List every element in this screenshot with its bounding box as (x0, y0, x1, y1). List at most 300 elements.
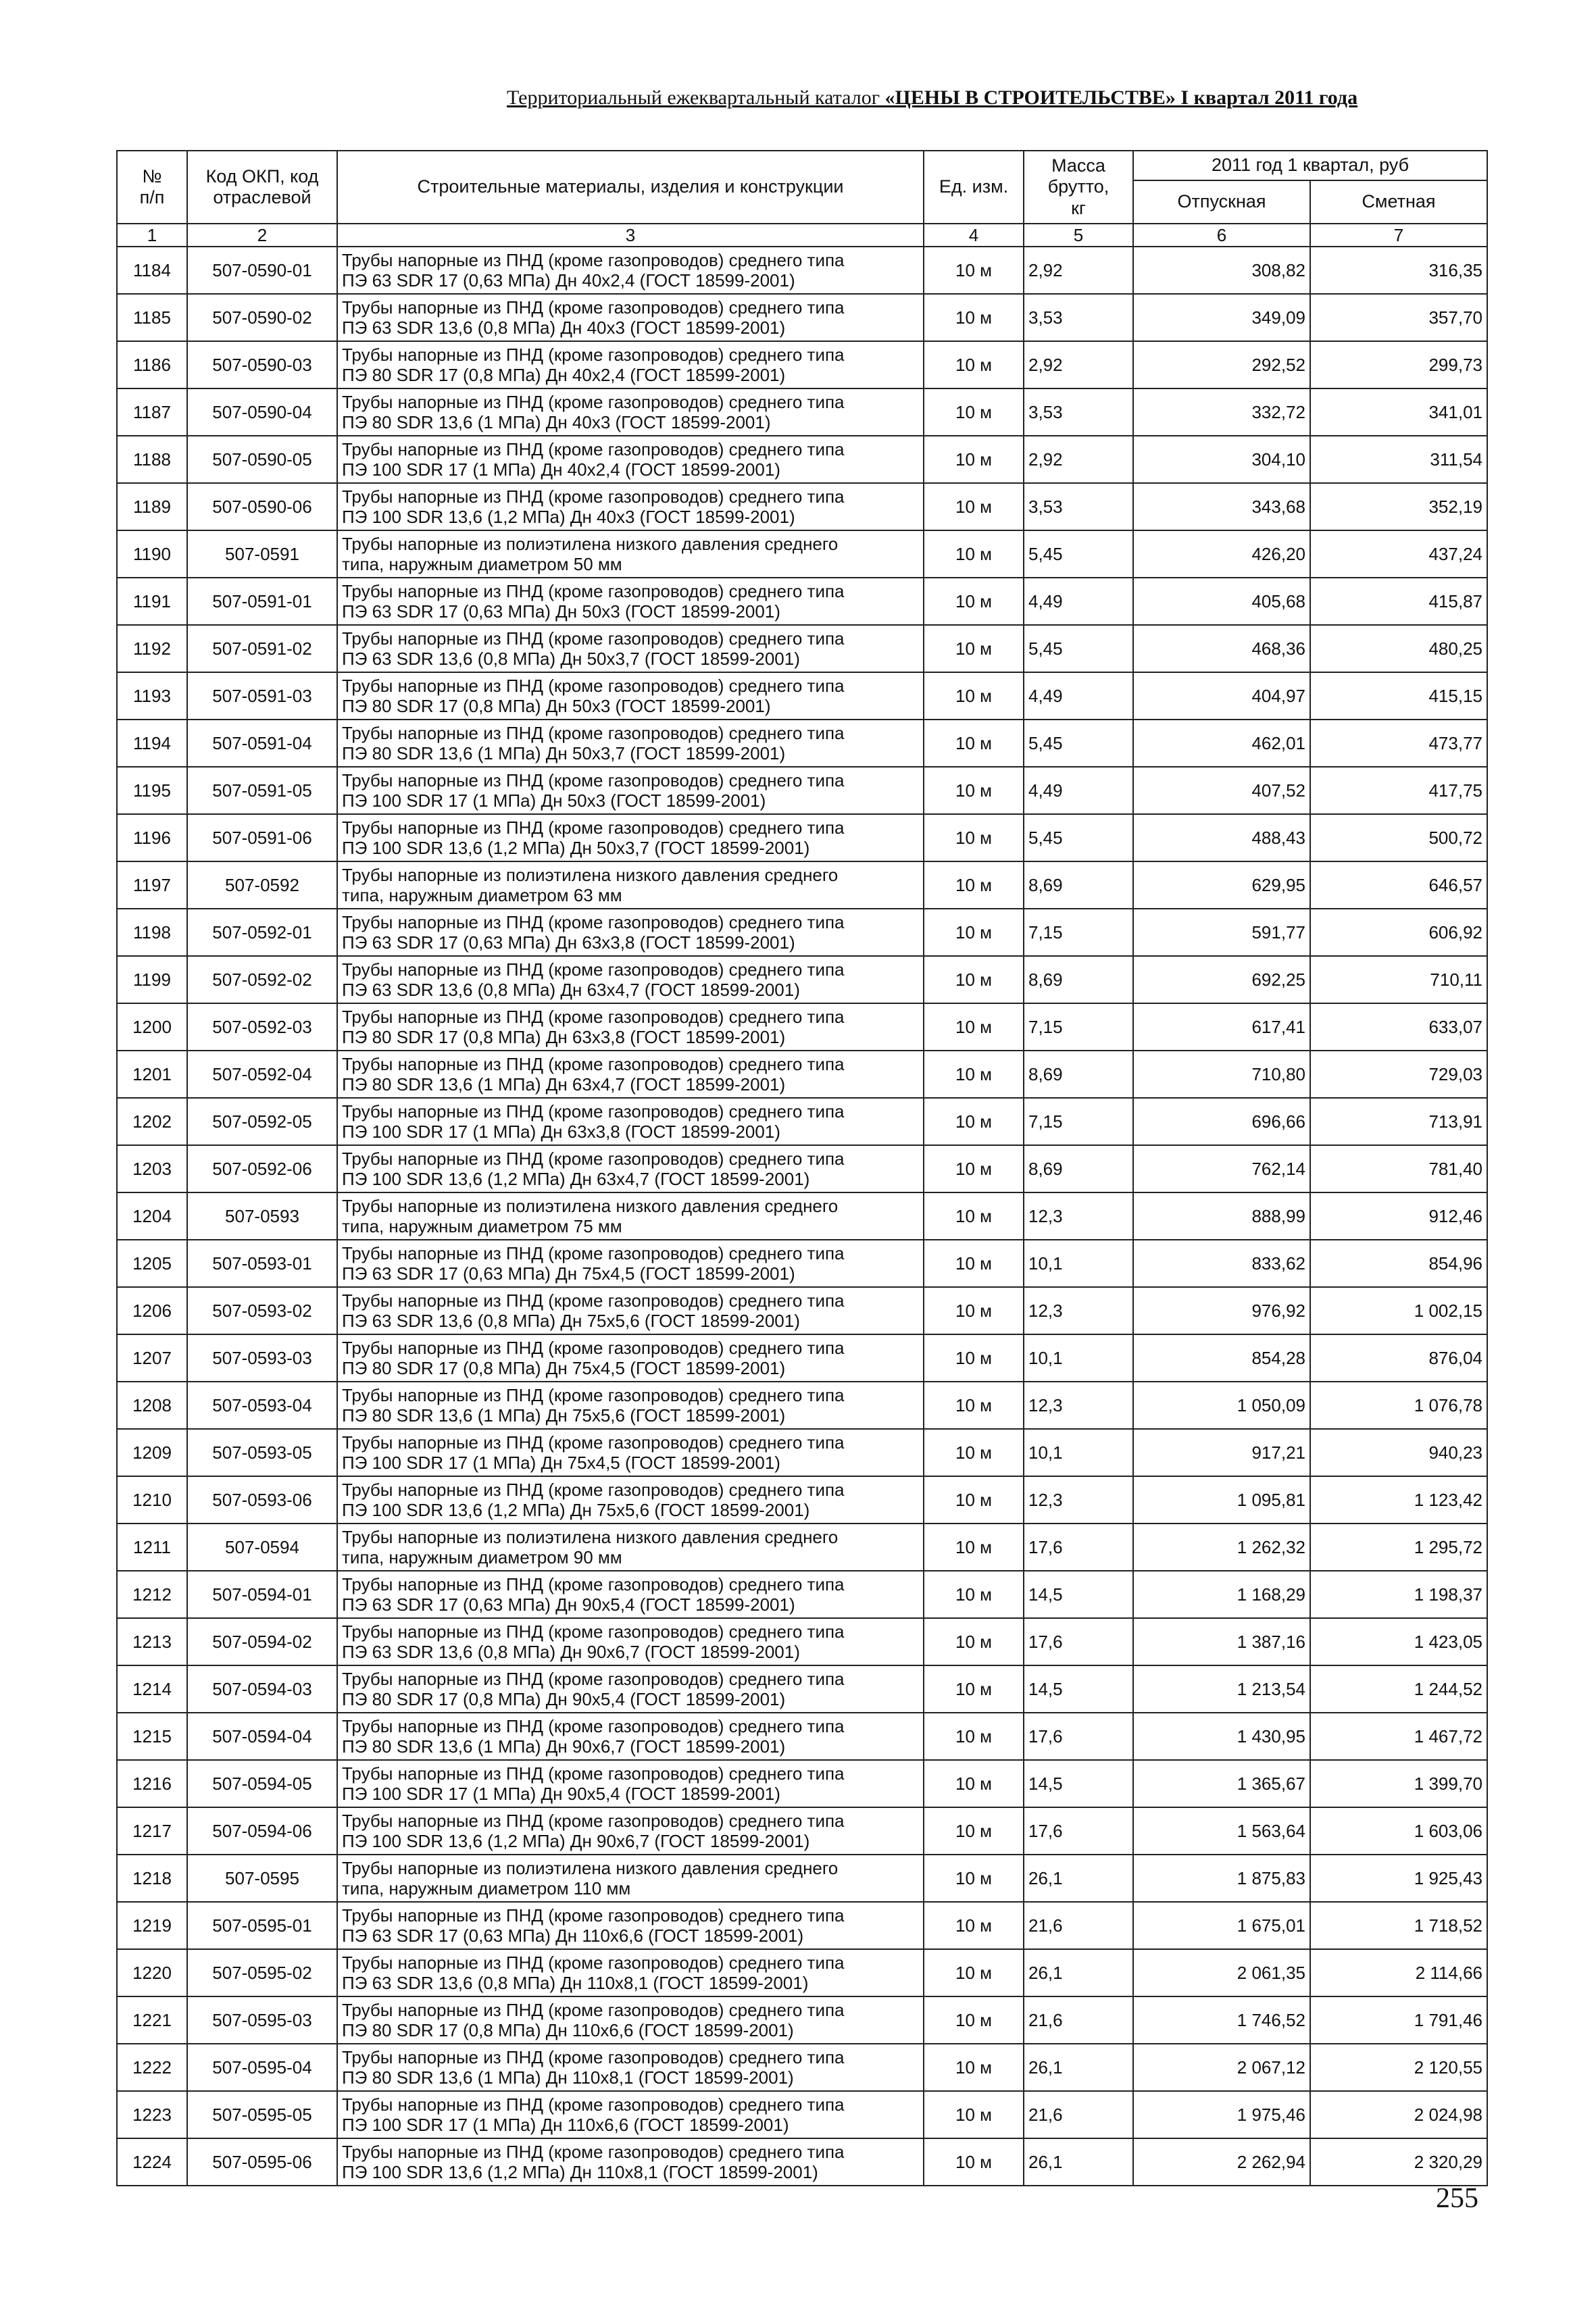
unit-of-measure: 10 м (924, 388, 1024, 436)
product-code: 507-0591 (187, 530, 337, 578)
price-estimate: 1 002,15 (1310, 1287, 1487, 1334)
product-code: 507-0595-01 (187, 1902, 337, 1949)
product-code: 507-0593 (187, 1192, 337, 1240)
product-code: 507-0594-04 (187, 1713, 337, 1760)
gross-mass: 5,45 (1024, 625, 1133, 672)
description-line: ПЭ 100 SDR 13,6 (1,2 МПа) Дн 50x3,7 (ГОСТ 18599-2001) (342, 838, 810, 858)
description-line: Трубы напорные из ПНД (кроме газопроводов) среднего типа (342, 439, 845, 459)
header-description: Строительные материалы, изделия и конструкции (337, 151, 924, 224)
table-row (117, 247, 1487, 294)
description-line: ПЭ 63 SDR 13,6 (0,8 МПа) Дн 40x3 (ГОСТ 18599-2001) (342, 318, 786, 338)
row-number: 1207 (117, 1334, 187, 1382)
description-line: ПЭ 100 SDR 17 (1 МПа) Дн 50x3 (ГОСТ 18599-2001) (342, 790, 766, 811)
row-number: 1196 (117, 814, 187, 861)
product-description (337, 1760, 924, 1807)
page-header (507, 86, 1480, 109)
description-line: Трубы напорные из ПНД (кроме газопроводов) среднего типа (342, 723, 845, 743)
unit-of-measure: 10 м (924, 2138, 1024, 2186)
product-code: 507-0592-02 (187, 956, 337, 1003)
description-line: типа, наружным диаметром 90 мм (342, 1547, 622, 1567)
unit-of-measure: 10 м (924, 1476, 1024, 1524)
price-estimate: 2 114,66 (1310, 1949, 1487, 1996)
description-line: ПЭ 100 SDR 13,6 (1,2 МПа) Дн 75x5,6 (ГОСТ 18599-2001) (342, 1500, 810, 1520)
unit-of-measure: 10 м (924, 1855, 1024, 1902)
unit-of-measure: 10 м (924, 1665, 1024, 1713)
description-line: ПЭ 100 SDR 17 (1 МПа) Дн 40x2,4 (ГОСТ 18599-2001) (342, 459, 780, 480)
row-number: 1191 (117, 578, 187, 625)
product-code: 507-0591-05 (187, 767, 337, 814)
product-description (337, 578, 924, 625)
description-line: ПЭ 80 SDR 17 (0,8 МПа) Дн 50x3 (ГОСТ 18599-2001) (342, 696, 771, 716)
product-description (337, 1996, 924, 2044)
gross-mass: 12,3 (1024, 1287, 1133, 1334)
product-code: 507-0594-02 (187, 1618, 337, 1665)
price-estimate: 1 295,72 (1310, 1524, 1487, 1571)
table-row (117, 2044, 1487, 2091)
column-number: 5 (1024, 224, 1133, 247)
row-number: 1216 (117, 1760, 187, 1807)
price-estimate: 1 123,42 (1310, 1476, 1487, 1524)
description-line: ПЭ 80 SDR 13,6 (1 МПа) Дн 110x8,1 (ГОСТ 18599-2001) (342, 2067, 794, 2088)
gross-mass: 12,3 (1024, 1192, 1133, 1240)
product-code: 507-0595-03 (187, 1996, 337, 2044)
price-estimate: 940,23 (1310, 1429, 1487, 1476)
gross-mass: 17,6 (1024, 1618, 1133, 1665)
table-row (117, 720, 1487, 767)
description-line: Трубы напорные из ПНД (кроме газопроводов) среднего типа (342, 1716, 845, 1736)
product-code: 507-0595 (187, 1855, 337, 1902)
table-row (117, 1051, 1487, 1098)
column-number: 7 (1310, 224, 1487, 247)
description-line: ПЭ 80 SDR 13,6 (1 МПа) Дн 40x3 (ГОСТ 18599-2001) (342, 412, 771, 432)
product-description (337, 909, 924, 956)
price-release: 404,97 (1133, 672, 1310, 720)
table-row (117, 1807, 1487, 1855)
price-estimate: 415,15 (1310, 672, 1487, 720)
description-line: Трубы напорные из полиэтилена низкого давления среднего (342, 865, 839, 885)
price-release: 762,14 (1133, 1145, 1310, 1192)
row-number: 1223 (117, 2091, 187, 2138)
price-release: 591,77 (1133, 909, 1310, 956)
header-period: 2011 год 1 квартал, руб (1133, 151, 1487, 180)
price-estimate: 299,73 (1310, 341, 1487, 388)
description-line: ПЭ 100 SDR 17 (1 МПа) Дн 90x5,4 (ГОСТ 18599-2001) (342, 1784, 780, 1804)
gross-mass: 14,5 (1024, 1665, 1133, 1713)
unit-of-measure: 10 м (924, 814, 1024, 861)
table-row (117, 1240, 1487, 1287)
price-estimate: 1 603,06 (1310, 1807, 1487, 1855)
product-description (337, 388, 924, 436)
product-description (337, 1192, 924, 1240)
price-estimate: 316,35 (1310, 247, 1487, 294)
table-row (117, 1382, 1487, 1429)
unit-of-measure: 10 м (924, 1760, 1024, 1807)
table-row (117, 625, 1487, 672)
description-line: Трубы напорные из ПНД (кроме газопроводов) среднего типа (342, 1480, 845, 1500)
price-estimate: 311,54 (1310, 436, 1487, 483)
description-line: ПЭ 80 SDR 13,6 (1 МПа) Дн 63x4,7 (ГОСТ 18599-2001) (342, 1074, 786, 1095)
description-line: Трубы напорные из ПНД (кроме газопроводов) среднего типа (342, 912, 845, 932)
gross-mass: 14,5 (1024, 1760, 1133, 1807)
unit-of-measure: 10 м (924, 1382, 1024, 1429)
gross-mass: 21,6 (1024, 1902, 1133, 1949)
column-number: 1 (117, 224, 187, 247)
description-line: типа, наружным диаметром 50 мм (342, 554, 622, 574)
gross-mass: 10,1 (1024, 1334, 1133, 1382)
description-line: ПЭ 80 SDR 17 (0,8 МПа) Дн 40x2,4 (ГОСТ 18599-2001) (342, 365, 786, 385)
description-line: ПЭ 63 SDR 17 (0,63 МПа) Дн 75x4,5 (ГОСТ 18599-2001) (342, 1263, 795, 1284)
unit-of-measure: 10 м (924, 247, 1024, 294)
price-estimate: 710,11 (1310, 956, 1487, 1003)
header-price-release: Отпускная (1133, 180, 1310, 224)
table-row (117, 1665, 1487, 1713)
unit-of-measure: 10 м (924, 1524, 1024, 1571)
gross-mass: 3,53 (1024, 388, 1133, 436)
gross-mass: 2,92 (1024, 341, 1133, 388)
table-row (117, 1855, 1487, 1902)
product-code: 507-0594 (187, 1524, 337, 1571)
description-line: Трубы напорные из ПНД (кроме газопроводов) среднего типа (342, 1953, 845, 1973)
price-release: 1 050,09 (1133, 1382, 1310, 1429)
price-estimate: 854,96 (1310, 1240, 1487, 1287)
row-number: 1199 (117, 956, 187, 1003)
product-description (337, 1476, 924, 1524)
gross-mass: 8,69 (1024, 1051, 1133, 1098)
table-row (117, 1429, 1487, 1476)
description-line: ПЭ 80 SDR 17 (0,8 МПа) Дн 110x6,6 (ГОСТ 18599-2001) (342, 2020, 794, 2040)
product-code: 507-0593-02 (187, 1287, 337, 1334)
price-estimate: 729,03 (1310, 1051, 1487, 1098)
product-code: 507-0593-03 (187, 1334, 337, 1382)
price-estimate: 2 120,55 (1310, 2044, 1487, 2091)
gross-mass: 2,92 (1024, 247, 1133, 294)
description-line: ПЭ 63 SDR 13,6 (0,8 МПа) Дн 50x3,7 (ГОСТ 18599-2001) (342, 649, 800, 669)
description-line: Трубы напорные из ПНД (кроме газопроводов) среднего типа (342, 1432, 845, 1453)
product-description (337, 1429, 924, 1476)
product-code: 507-0592-05 (187, 1098, 337, 1145)
price-release: 917,21 (1133, 1429, 1310, 1476)
description-line: ПЭ 80 SDR 13,6 (1 МПа) Дн 90x6,7 (ГОСТ 18599-2001) (342, 1736, 786, 1757)
product-code: 507-0594-01 (187, 1571, 337, 1618)
table-row (117, 530, 1487, 578)
description-line: ПЭ 63 SDR 17 (0,63 МПа) Дн 50x3 (ГОСТ 18599-2001) (342, 601, 780, 622)
gross-mass: 4,49 (1024, 767, 1133, 814)
product-code: 507-0592-04 (187, 1051, 337, 1098)
table-row (117, 1003, 1487, 1051)
table-row (117, 767, 1487, 814)
price-release: 426,20 (1133, 530, 1310, 578)
row-number: 1218 (117, 1855, 187, 1902)
description-line: ПЭ 100 SDR 13,6 (1,2 МПа) Дн 90x6,7 (ГОСТ 18599-2001) (342, 1831, 810, 1851)
product-description (337, 672, 924, 720)
price-release: 629,95 (1133, 861, 1310, 909)
row-number: 1217 (117, 1807, 187, 1855)
table-row (117, 1334, 1487, 1382)
price-release: 1 875,83 (1133, 1855, 1310, 1902)
description-line: Трубы напорные из ПНД (кроме газопроводов) среднего типа (342, 2094, 845, 2115)
product-description (337, 1240, 924, 1287)
description-line: Трубы напорные из ПНД (кроме газопроводов) среднего типа (342, 818, 845, 838)
unit-of-measure: 10 м (924, 767, 1024, 814)
description-line: Трубы напорные из ПНД (кроме газопроводов) среднего типа (342, 250, 845, 270)
description-line: Трубы напорные из ПНД (кроме газопроводов) среднего типа (342, 345, 845, 365)
product-code: 507-0594-05 (187, 1760, 337, 1807)
product-code: 507-0593-06 (187, 1476, 337, 1524)
price-release: 1 387,16 (1133, 1618, 1310, 1665)
unit-of-measure: 10 м (924, 1192, 1024, 1240)
table-header (117, 151, 1487, 247)
description-line: ПЭ 80 SDR 17 (0,8 МПа) Дн 63x3,8 (ГОСТ 18599-2001) (342, 1027, 786, 1047)
description-line: Трубы напорные из полиэтилена низкого давления среднего (342, 534, 839, 554)
price-estimate: 646,57 (1310, 861, 1487, 909)
description-line: Трубы напорные из ПНД (кроме газопроводов) среднего типа (342, 1385, 845, 1405)
price-estimate: 357,70 (1310, 294, 1487, 341)
product-description (337, 1003, 924, 1051)
header-row-number: № п/п (117, 151, 187, 224)
price-release: 1 975,46 (1133, 2091, 1310, 2138)
gross-mass: 12,3 (1024, 1476, 1133, 1524)
unit-of-measure: 10 м (924, 436, 1024, 483)
product-code: 507-0591-03 (187, 672, 337, 720)
description-line: Трубы напорные из ПНД (кроме газопроводов) среднего типа (342, 1007, 845, 1027)
description-line: Трубы напорные из ПНД (кроме газопроводов) среднего типа (342, 1574, 845, 1594)
product-code: 507-0591-02 (187, 625, 337, 672)
unit-of-measure: 10 м (924, 1003, 1024, 1051)
gross-mass: 5,45 (1024, 530, 1133, 578)
price-release: 2 067,12 (1133, 2044, 1310, 2091)
product-description (337, 814, 924, 861)
price-release: 1 430,95 (1133, 1713, 1310, 1760)
product-code: 507-0592 (187, 861, 337, 909)
product-code: 507-0595-05 (187, 2091, 337, 2138)
table-row (117, 2138, 1487, 2186)
row-number: 1212 (117, 1571, 187, 1618)
product-description (337, 1665, 924, 1713)
product-description (337, 1902, 924, 1949)
price-release: 2 061,35 (1133, 1949, 1310, 1996)
description-line: Трубы напорные из ПНД (кроме газопроводов) среднего типа (342, 1621, 845, 1642)
product-description (337, 247, 924, 294)
description-line: ПЭ 80 SDR 13,6 (1 МПа) Дн 50x3,7 (ГОСТ 18599-2001) (342, 743, 786, 763)
description-line: Трубы напорные из полиэтилена низкого давления среднего (342, 1196, 839, 1216)
table-row (117, 1996, 1487, 2044)
product-description (337, 1098, 924, 1145)
column-number: 3 (337, 224, 924, 247)
price-release: 888,99 (1133, 1192, 1310, 1240)
row-number: 1224 (117, 2138, 187, 2186)
description-line: ПЭ 100 SDR 17 (1 МПа) Дн 63x3,8 (ГОСТ 18599-2001) (342, 1122, 780, 1142)
price-release: 1 675,01 (1133, 1902, 1310, 1949)
row-number: 1220 (117, 1949, 187, 1996)
gross-mass: 8,69 (1024, 861, 1133, 909)
description-line: ПЭ 100 SDR 13,6 (1,2 МПа) Дн 110x8,1 (ГОСТ 18599-2001) (342, 2162, 818, 2182)
product-code: 507-0594-06 (187, 1807, 337, 1855)
unit-of-measure: 10 м (924, 1902, 1024, 1949)
unit-of-measure: 10 м (924, 672, 1024, 720)
description-line: Трубы напорные из ПНД (кроме газопроводов) среднего типа (342, 1669, 845, 1689)
product-description (337, 1051, 924, 1098)
unit-of-measure: 10 м (924, 956, 1024, 1003)
gross-mass: 12,3 (1024, 1382, 1133, 1429)
description-line: Трубы напорные из ПНД (кроме газопроводов) среднего типа (342, 1905, 845, 1926)
row-number: 1202 (117, 1098, 187, 1145)
product-code: 507-0591-04 (187, 720, 337, 767)
product-description (337, 767, 924, 814)
description-line: ПЭ 100 SDR 13,6 (1,2 МПа) Дн 40x3 (ГОСТ 18599-2001) (342, 507, 795, 527)
price-estimate: 1 423,05 (1310, 1618, 1487, 1665)
description-line: ПЭ 63 SDR 13,6 (0,8 МПа) Дн 63x4,7 (ГОСТ 18599-2001) (342, 980, 800, 1000)
unit-of-measure: 10 м (924, 1051, 1024, 1098)
header-mass: Масса брутто, кг (1024, 151, 1133, 224)
table-row (117, 1713, 1487, 1760)
product-code: 507-0592-01 (187, 909, 337, 956)
product-code: 507-0590-04 (187, 388, 337, 436)
price-release: 407,52 (1133, 767, 1310, 814)
product-description (337, 2138, 924, 2186)
product-code: 507-0594-03 (187, 1665, 337, 1713)
price-table (116, 150, 1488, 2186)
product-description (337, 1807, 924, 1855)
row-number: 1194 (117, 720, 187, 767)
description-line: ПЭ 63 SDR 17 (0,63 МПа) Дн 110x6,6 (ГОСТ 18599-2001) (342, 1926, 804, 1946)
gross-mass: 3,53 (1024, 294, 1133, 341)
product-description (337, 1334, 924, 1382)
product-code: 507-0593-01 (187, 1240, 337, 1287)
row-number: 1204 (117, 1192, 187, 1240)
description-line: Трубы напорные из ПНД (кроме газопроводов) среднего типа (342, 1290, 845, 1311)
price-estimate: 437,24 (1310, 530, 1487, 578)
table-row (117, 1145, 1487, 1192)
table-row (117, 1571, 1487, 1618)
unit-of-measure: 10 м (924, 2044, 1024, 2091)
gross-mass: 7,15 (1024, 909, 1133, 956)
gross-mass: 14,5 (1024, 1571, 1133, 1618)
gross-mass: 21,6 (1024, 1996, 1133, 2044)
row-number: 1206 (117, 1287, 187, 1334)
gross-mass: 10,1 (1024, 1429, 1133, 1476)
description-line: ПЭ 100 SDR 13,6 (1,2 МПа) Дн 63x4,7 (ГОСТ 18599-2001) (342, 1169, 810, 1189)
column-number: 4 (924, 224, 1024, 247)
price-estimate: 1 399,70 (1310, 1760, 1487, 1807)
price-estimate: 1 718,52 (1310, 1902, 1487, 1949)
row-number: 1210 (117, 1476, 187, 1524)
table-row (117, 436, 1487, 483)
description-line: Трубы напорные из ПНД (кроме газопроводов) среднего типа (342, 297, 845, 318)
product-description (337, 2044, 924, 2091)
row-number: 1192 (117, 625, 187, 672)
unit-of-measure: 10 м (924, 1949, 1024, 1996)
gross-mass: 7,15 (1024, 1098, 1133, 1145)
row-number: 1184 (117, 247, 187, 294)
product-code: 507-0590-01 (187, 247, 337, 294)
description-line: ПЭ 80 SDR 17 (0,8 МПа) Дн 90x5,4 (ГОСТ 18599-2001) (342, 1689, 786, 1709)
table-row (117, 2091, 1487, 2138)
unit-of-measure: 10 м (924, 341, 1024, 388)
price-estimate: 1 467,72 (1310, 1713, 1487, 1760)
product-code: 507-0590-05 (187, 436, 337, 483)
table-row (117, 1524, 1487, 1571)
description-line: ПЭ 80 SDR 17 (0,8 МПа) Дн 75x4,5 (ГОСТ 18599-2001) (342, 1358, 786, 1378)
table-row (117, 1287, 1487, 1334)
unit-of-measure: 10 м (924, 1571, 1024, 1618)
product-code: 507-0590-02 (187, 294, 337, 341)
unit-of-measure: 10 м (924, 909, 1024, 956)
description-line: Трубы напорные из ПНД (кроме газопроводов) среднего типа (342, 1054, 845, 1074)
price-estimate: 1 244,52 (1310, 1665, 1487, 1713)
product-code: 507-0595-02 (187, 1949, 337, 1996)
price-release: 468,36 (1133, 625, 1310, 672)
row-number: 1190 (117, 530, 187, 578)
unit-of-measure: 10 м (924, 1098, 1024, 1145)
price-release: 1 365,67 (1133, 1760, 1310, 1807)
product-description (337, 530, 924, 578)
price-estimate: 912,46 (1310, 1192, 1487, 1240)
price-release: 1 563,64 (1133, 1807, 1310, 1855)
price-estimate: 480,25 (1310, 625, 1487, 672)
table-row (117, 814, 1487, 861)
price-estimate: 1 198,37 (1310, 1571, 1487, 1618)
row-number: 1201 (117, 1051, 187, 1098)
row-number: 1222 (117, 2044, 187, 2091)
price-release: 692,25 (1133, 956, 1310, 1003)
price-estimate: 415,87 (1310, 578, 1487, 625)
description-line: ПЭ 80 SDR 13,6 (1 МПа) Дн 75x5,6 (ГОСТ 18599-2001) (342, 1405, 786, 1426)
product-description (337, 1145, 924, 1192)
price-estimate: 606,92 (1310, 909, 1487, 956)
table-row (117, 861, 1487, 909)
table-row (117, 1949, 1487, 1996)
price-estimate: 1 791,46 (1310, 1996, 1487, 2044)
description-line: Трубы напорные из ПНД (кроме газопроводов) среднего типа (342, 676, 845, 696)
description-line: ПЭ 100 SDR 17 (1 МПа) Дн 110x6,6 (ГОСТ 18599-2001) (342, 2115, 789, 2135)
table-row (117, 1192, 1487, 1240)
gross-mass: 8,69 (1024, 1145, 1133, 1192)
price-release: 854,28 (1133, 1334, 1310, 1382)
description-line: типа, наружным диаметром 75 мм (342, 1216, 622, 1236)
product-description (337, 1855, 924, 1902)
product-description (337, 720, 924, 767)
description-line: ПЭ 63 SDR 17 (0,63 МПа) Дн 90x5,4 (ГОСТ 18599-2001) (342, 1594, 795, 1615)
table-row (117, 388, 1487, 436)
product-code: 507-0590-06 (187, 483, 337, 530)
table-row (117, 909, 1487, 956)
description-line: Трубы напорные из ПНД (кроме газопроводов) среднего типа (342, 2142, 845, 2162)
gross-mass: 26,1 (1024, 1855, 1133, 1902)
unit-of-measure: 10 м (924, 1618, 1024, 1665)
table-row (117, 1618, 1487, 1665)
price-release: 2 262,94 (1133, 2138, 1310, 2186)
description-line: Трубы напорные из ПНД (кроме газопроводов) среднего типа (342, 770, 845, 790)
price-release: 833,62 (1133, 1240, 1310, 1287)
unit-of-measure: 10 м (924, 294, 1024, 341)
price-estimate: 473,77 (1310, 720, 1487, 767)
product-code: 507-0592-06 (187, 1145, 337, 1192)
description-line: Трубы напорные из ПНД (кроме газопроводов) среднего типа (342, 1763, 845, 1784)
header-unit: Ед. изм. (924, 151, 1024, 224)
price-estimate: 2 024,98 (1310, 2091, 1487, 2138)
row-number: 1209 (117, 1429, 187, 1476)
gross-mass: 17,6 (1024, 1713, 1133, 1760)
unit-of-measure: 10 м (924, 530, 1024, 578)
product-description (337, 625, 924, 672)
row-number: 1193 (117, 672, 187, 720)
gross-mass: 5,45 (1024, 814, 1133, 861)
catalog-name: Территориальный ежеквартальный каталог (507, 86, 885, 109)
table-row (117, 1476, 1487, 1524)
unit-of-measure: 10 м (924, 720, 1024, 767)
table-row (117, 483, 1487, 530)
product-code: 507-0592-03 (187, 1003, 337, 1051)
